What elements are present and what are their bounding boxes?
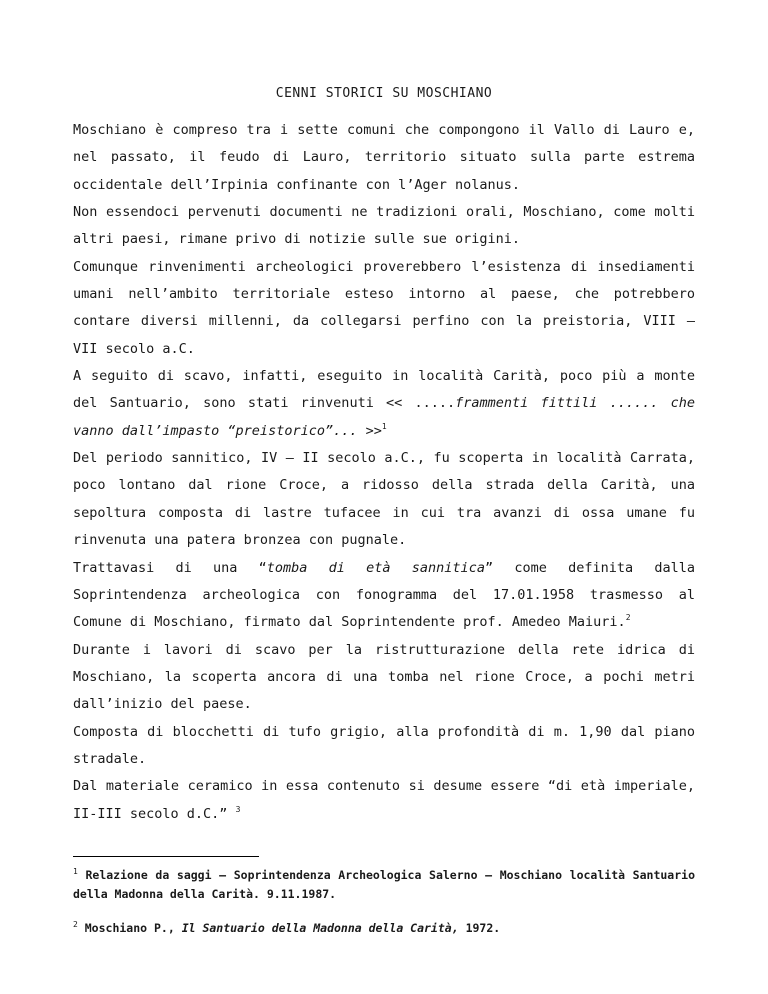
quoted-text: tomba di età sannitica bbox=[266, 559, 485, 576]
quoted-text: frammenti fittili ...... che vanno dall’impasto “preistorico”... bbox=[73, 395, 695, 439]
footnote-number: 2 bbox=[73, 920, 78, 929]
footnote-text: Moschiano P., bbox=[77, 921, 182, 935]
paragraph: Moschiano è compreso tra i sette comuni che compongono il Vallo di Lauro e, nel passato, il feudo di Lauro, territorio situato sulla parte estrema occidentale dell’Irpinia confinante con l’Ager nolanus. bbox=[73, 122, 695, 193]
paragraph bbox=[73, 773, 695, 828]
footnote-separator bbox=[73, 856, 259, 857]
footnote-ref[interactable]: 3 bbox=[235, 804, 241, 814]
footnote-text: 1972. bbox=[458, 921, 501, 935]
paragraph-text: A seguito di scavo, infatti, eseguito in località Carità, poco più a monte del Santuario, sono stati rinvenuti << ..... bbox=[73, 368, 695, 412]
paragraph-text: ” come definita dalla Soprintendenza archeologica con fonogramma del 17.01.1958 trasmesso al Comune di Moschiano, firmato dal Soprintendente prof. Amedeo Maiuri. bbox=[73, 559, 695, 631]
paragraph bbox=[73, 555, 695, 637]
footnote bbox=[73, 919, 695, 938]
document-page bbox=[73, 0, 695, 994]
footnote bbox=[73, 866, 695, 904]
document-body bbox=[73, 117, 695, 828]
paragraph: Comunque rinvenimenti archeologici proverebbero l’esistenza di insediamenti umani nell’ambito territoriale esteso intorno al paese, che potrebbero contare diversi millenni, da collegarsi perfino con la preistoria, VIII – VII secolo a.C. bbox=[73, 258, 695, 357]
document-title: CENNI STORICI SU MOSCHIANO bbox=[275, 86, 493, 101]
paragraph: Non essendoci pervenuti documenti ne tradizioni orali, Moschiano, come molti altri paesi, rimane privo di notizie sulle sue origini. bbox=[73, 204, 695, 248]
footnote-ref[interactable]: 2 bbox=[625, 613, 631, 623]
footnote-ref[interactable]: 1 bbox=[381, 421, 387, 431]
paragraph-text: Trattavasi di una “ bbox=[73, 559, 267, 576]
footnote-number: 1 bbox=[73, 867, 78, 876]
footnote-text: Relazione da saggi – Soprintendenza Archeologica Salerno – Moschiano località Santuario della Madonna della Carità. 9.11.1987. bbox=[73, 868, 695, 901]
paragraph: Durante i lavori di scavo per la ristrutturazione della rete idrica di Moschiano, la scoperta ancora di una tomba nel rione Croce, a pochi metri dall’inizio del paese. bbox=[73, 641, 695, 713]
paragraph: Del periodo sannitico, IV – II secolo a.C., fu scoperta in località Carrata, poco lontano dal rione Croce, a ridosso della strada della Carità, una sepoltura composta di lastre tufacee in cui tra avanzi di ossa umane fu rinvenuta una patera bronzea con pugnale. bbox=[73, 450, 695, 549]
footnotes bbox=[73, 866, 695, 938]
paragraph-text: Dal materiale ceramico in essa contenuto si desume essere “di età imperiale, II-III secolo d.C.” bbox=[73, 778, 695, 822]
book-title: Il Santuario della Madonna della Carità, bbox=[181, 921, 459, 935]
paragraph bbox=[73, 363, 695, 445]
paragraph-text: >> bbox=[357, 422, 382, 439]
paragraph: Composta di blocchetti di tufo grigio, alla profondità di m. 1,90 dal piano stradale. bbox=[73, 723, 695, 767]
